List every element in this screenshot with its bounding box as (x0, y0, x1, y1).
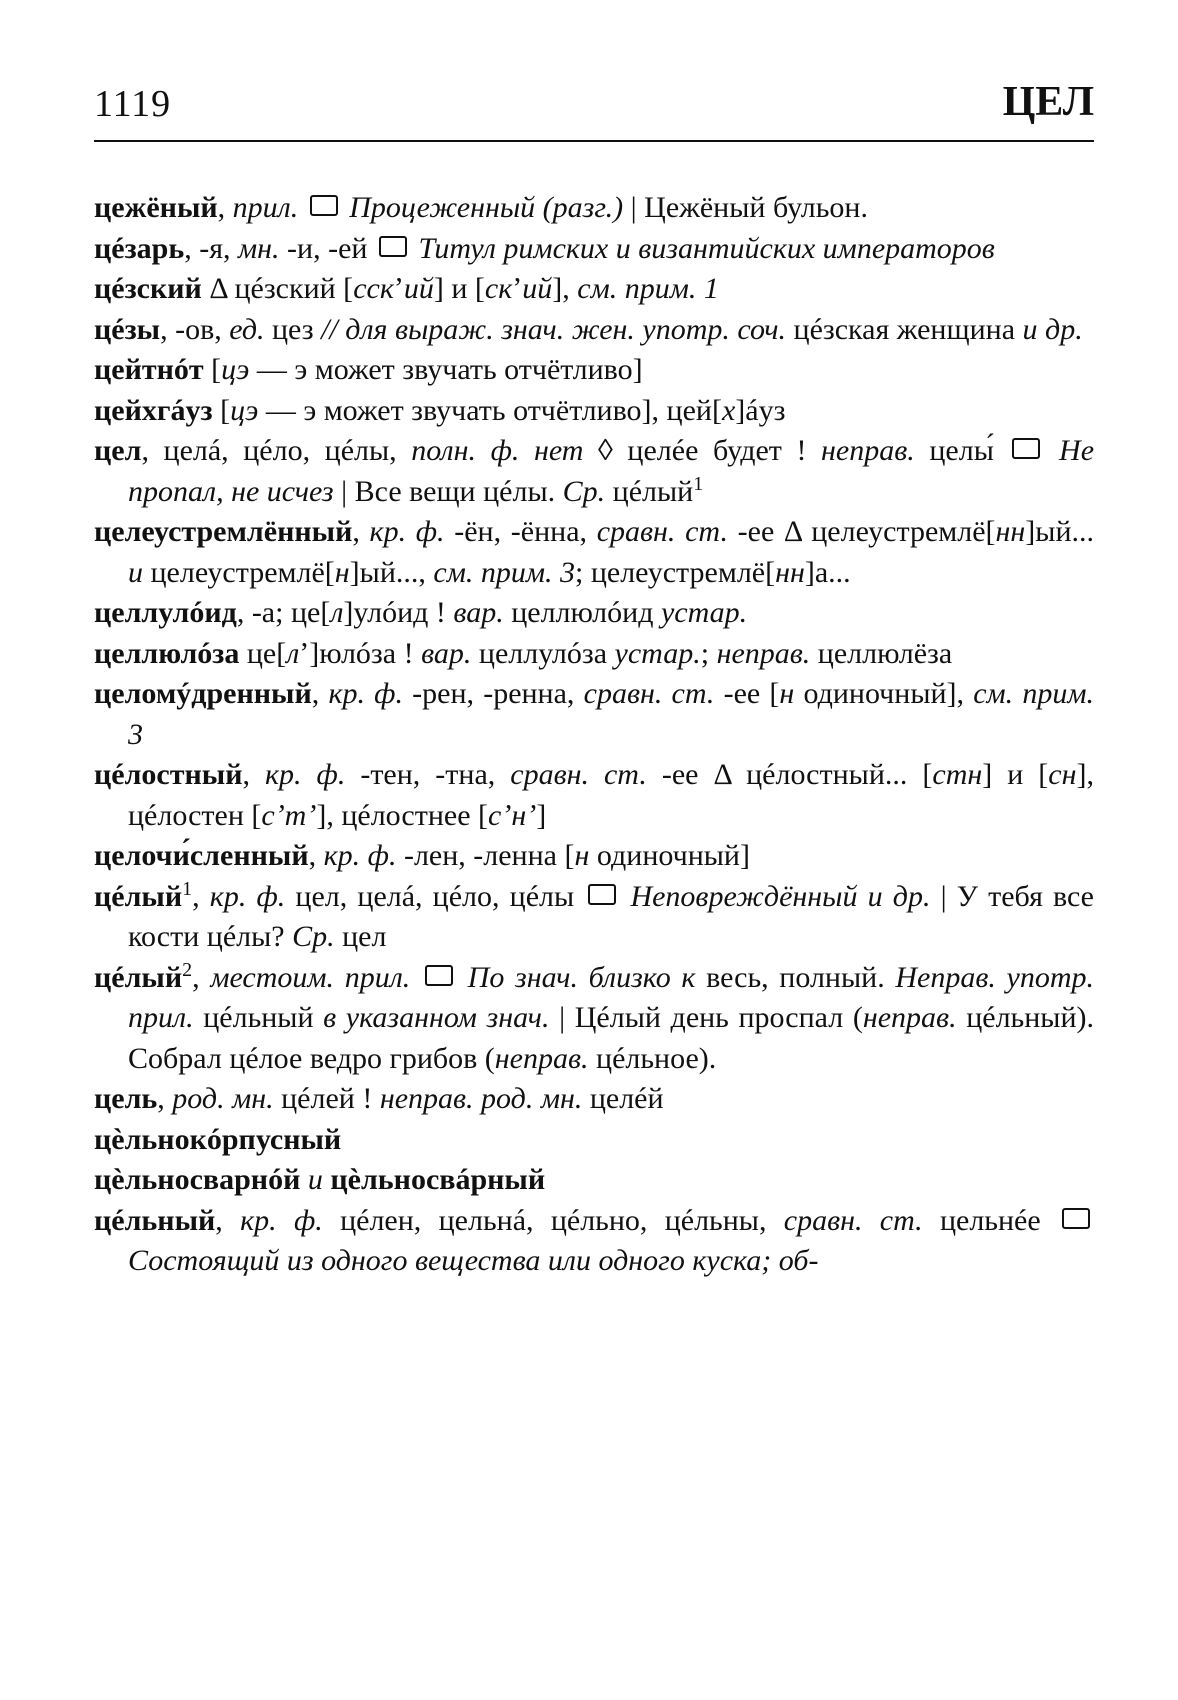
entry-text: -рен, -ренна, (402, 677, 584, 710)
headword: цéльный (94, 1203, 216, 1237)
italic-note: сск (353, 272, 394, 305)
italic-note: стн (932, 758, 983, 791)
dictionary-entry (94, 1160, 1094, 1201)
entry-text: весь, полный. (695, 960, 896, 994)
definition-box-icon (1062, 1208, 1090, 1229)
italic-note: н (574, 839, 590, 872)
headword: цéзский (94, 272, 202, 305)
dictionary-page (94, 78, 1094, 1282)
page-header (94, 78, 1094, 142)
dictionary-entry (94, 634, 1094, 675)
entry-text: ]áуз (735, 393, 786, 427)
italic-note: кр. ф. (369, 515, 445, 548)
italic-note: см. прим. 3 (433, 555, 575, 589)
entry-text: ], цéлостен [ (128, 758, 1094, 832)
headword: цел (94, 434, 142, 467)
entry-text (620, 880, 630, 913)
italic-note: Процеженный (разг.) (349, 191, 624, 224)
headword: целеустремлённый (94, 515, 353, 548)
italic-note: устар. (660, 596, 748, 629)
italic-note: см. прим. 1 (577, 272, 719, 305)
homonym-index: 2 (182, 958, 193, 981)
italic-note: кр. ф. (323, 839, 397, 872)
entry-text: цéльный). Собрал цéлое ведро грибов ( (128, 1001, 1094, 1075)
italic-note: местоим. прил. (210, 960, 411, 994)
italic-note: нн (995, 515, 1026, 548)
entry-text: цéлен, цельнá, цéльно, цéльны, (322, 1203, 784, 1237)
entry-text: цéзская женщина (786, 312, 1023, 346)
italic-note: род. мн. (172, 1082, 274, 1115)
italic-note: сʼтʼ (261, 798, 317, 832)
headword: цéлый (94, 960, 183, 994)
entry-text: ʼ (512, 272, 523, 305)
italic-note: ий (403, 272, 434, 305)
entry-text: , -ов, (160, 312, 230, 346)
italic-note: прил. (232, 191, 299, 224)
italic-note: кр. ф. (240, 1203, 323, 1237)
entry-text: целлюлёза (810, 636, 953, 670)
italic-note: сʼнʼ (488, 798, 537, 832)
entry-text: ], (552, 272, 578, 305)
entry-text: -и, -ей (279, 231, 375, 265)
italic-note: н (779, 677, 795, 710)
italic-note: и (307, 1163, 323, 1196)
entry-text: , -я, (184, 231, 239, 265)
entry-text: целлулóза (471, 636, 615, 670)
headword: цéлый (94, 879, 183, 913)
headword: целлулóид (94, 596, 237, 629)
dictionary-entry (94, 269, 1094, 310)
entry-text: [ (212, 393, 231, 427)
dictionary-entry (94, 512, 1094, 593)
entry-text: ]ый..., (349, 555, 434, 589)
entry-text: , (352, 515, 370, 548)
entry-text: -ён, -ённа, (444, 515, 597, 548)
entry-text: | Все вещи цéлы. (333, 474, 563, 508)
headword: цель (94, 1082, 158, 1115)
entry-text: , (217, 191, 233, 224)
entry-text: цел (334, 920, 387, 953)
dictionary-entry (94, 391, 1094, 432)
italic-note: кр. ф. (328, 677, 403, 710)
entry-text (298, 191, 306, 224)
headword: цейхгáуз (94, 393, 213, 427)
entry-text: целы́ (914, 434, 1009, 467)
entry-text: , (242, 758, 265, 791)
entry-text: цез (264, 312, 322, 346)
dictionary-entry (94, 958, 1094, 1080)
entry-text (1044, 434, 1059, 467)
italic-note: нн (775, 555, 805, 589)
entry-text: , (192, 879, 210, 913)
headword: цѐльносвáрный (330, 1163, 546, 1196)
italic-note: сравн. ст. (596, 515, 728, 548)
italic-note: неправ. (716, 636, 811, 670)
running-head: ЦЕЛ (1002, 79, 1094, 125)
entry-text: цéлый (605, 474, 694, 508)
italic-note: сравн. ст. (583, 677, 715, 710)
entry-text: ʼ (393, 272, 404, 305)
dictionary-entry (94, 229, 1094, 270)
entry-text: -тен, -тна, (345, 758, 511, 791)
entry-text: , (308, 839, 324, 872)
entry-text: , (215, 1203, 241, 1237)
entry-text: ◊ целéе будет ! (583, 434, 822, 467)
entry-text: Δ цéзский [ (201, 272, 354, 305)
entry-text: ]а... (804, 555, 851, 589)
entry-text: -лен, -ленна [ (396, 839, 575, 872)
dictionary-entry (94, 755, 1094, 836)
headword: цѐльносварнóй (94, 1163, 301, 1196)
entry-text: , (311, 677, 329, 710)
entry-text: -ее Δ цéлостный... [ (646, 758, 933, 791)
dictionary-entry (94, 1079, 1094, 1120)
entry-text: цéльное). (588, 1041, 717, 1075)
italic-note: ед. (229, 312, 265, 346)
dictionary-entry (94, 674, 1094, 755)
entry-text: , целá, цéло, цéлы, (141, 434, 412, 467)
dictionary-entry (94, 1120, 1094, 1161)
italic-note: неправ. (821, 434, 915, 467)
italic-note: Титул римских и византийских императоров (418, 231, 995, 265)
entry-list (94, 188, 1094, 1282)
italic-note: ск (484, 272, 513, 305)
entry-text: ], цéлостнее [ (316, 798, 489, 832)
entry-text: целлюлóид (503, 596, 661, 629)
dictionary-entry (94, 836, 1094, 877)
dictionary-entry (94, 593, 1094, 634)
italic-note: сравн. ст. (783, 1203, 923, 1237)
italic-note: см. прим. 3 (128, 677, 1095, 751)
entry-text: | У тебя все кости цéлы? (128, 879, 1095, 953)
dictionary-entry (94, 310, 1094, 351)
entry-text: цел, целá, цéло, цéлы (285, 879, 585, 913)
headword: целлюлóза (94, 636, 240, 670)
entry-text: цельнéе (922, 1203, 1058, 1237)
entry-text: -ее Δ целеустремлё[ (727, 515, 996, 548)
entry-text: | Цежёный бульон. (623, 191, 868, 224)
italic-note: неправ. род. мн. (379, 1082, 583, 1115)
entry-text: ; (700, 636, 717, 670)
entry-text: -ее [ (714, 677, 780, 710)
italic-note: л (330, 596, 344, 629)
italic-note: ий (522, 272, 553, 305)
italic-note: // для выраж. знач. жен. употр. соч. (321, 312, 787, 346)
entry-text: , -а; це[ (236, 596, 331, 629)
entry-text: — э может звучать отчётливо], цей[ (258, 393, 722, 427)
entry-text: целеустремлё[ (143, 555, 335, 589)
homonym-index: 1 (693, 472, 704, 495)
italic-note: Ср. (292, 920, 335, 953)
italic-note: неправ. (494, 1041, 589, 1075)
entry-text: ] и [ (982, 758, 1049, 791)
entry-text: це[ (239, 636, 287, 670)
entry-text: — э может звучать отчётливо] (249, 353, 643, 386)
italic-note: вар. (453, 596, 504, 629)
headword: цéзарь (94, 231, 185, 265)
italic-note: Состоящий из одного вещества или одного куска; об- (128, 1244, 819, 1277)
dictionary-entry (94, 431, 1094, 512)
definition-box-icon (588, 884, 616, 905)
entry-text: ; целеустремлё[ (574, 555, 776, 589)
entry-text: одиночный] (589, 839, 750, 872)
definition-box-icon (1012, 438, 1040, 459)
entry-text: ]ый... (1025, 515, 1094, 548)
italic-note: устар. (614, 636, 701, 670)
dictionary-entry (94, 1201, 1094, 1282)
entry-text: , (192, 960, 211, 994)
definition-box-icon (379, 236, 407, 257)
page-number: 1119 (94, 83, 172, 125)
definition-box-icon (310, 195, 338, 216)
italic-note: мн. (238, 231, 280, 265)
entry-text (457, 961, 468, 994)
italic-note: в указанном знач. (323, 1001, 550, 1034)
italic-note: сн (1048, 758, 1077, 791)
entry-text: ] и [ (433, 272, 485, 305)
italic-note: н (334, 555, 350, 589)
entry-text: ] (536, 798, 547, 832)
italic-note: Не пропал, не исчез (128, 434, 1095, 508)
italic-note: и др. (1022, 312, 1083, 346)
italic-note: кр. ф. (264, 758, 346, 791)
italic-note: Неправ. употр. прил. (128, 960, 1095, 1034)
headword: целомýдренный (94, 677, 312, 710)
entry-text: одиночный], (794, 677, 974, 710)
italic-note: Ср. (562, 474, 606, 508)
headword: целочи́сленный (94, 839, 309, 872)
italic-note: х (721, 393, 736, 427)
italic-note: По знач. близко к (467, 960, 696, 994)
italic-note: цэ (230, 393, 259, 427)
italic-note: вар. (421, 636, 472, 670)
italic-note: Неповреждённый и др. (630, 879, 931, 913)
italic-note: сравн. ст. (510, 758, 647, 791)
dictionary-entry (94, 188, 1094, 229)
headword: цéлостный (94, 758, 243, 791)
dictionary-entry (94, 350, 1094, 391)
entry-text: , (157, 1082, 173, 1115)
entry-text: ]улóид ! (343, 596, 454, 629)
entry-text (300, 1163, 308, 1196)
entry-text: | Цéлый день проспал ( (549, 1001, 863, 1034)
entry-text: ʼ]юлóза ! (299, 636, 422, 670)
italic-note: неправ. (862, 1001, 957, 1034)
entry-text: цéльный (193, 1001, 324, 1034)
entry-text: цéлей ! (273, 1082, 380, 1115)
entry-text (410, 961, 421, 994)
entry-text: [ (203, 353, 222, 386)
headword: цéзы (94, 312, 161, 346)
headword: цейтнóт (94, 353, 204, 386)
italic-note: л (286, 636, 300, 670)
homonym-index: 1 (182, 877, 193, 900)
italic-note: полн. ф. нет (411, 434, 584, 467)
italic-note: и (128, 555, 143, 589)
definition-box-icon (425, 965, 453, 986)
italic-note: цэ (221, 353, 250, 386)
headword: цѐльнокóрпусный (94, 1122, 342, 1156)
entry-text: целéй (582, 1082, 664, 1115)
headword: цежёный (94, 191, 218, 224)
dictionary-entry (94, 877, 1094, 958)
italic-note: кр. ф. (209, 879, 286, 913)
